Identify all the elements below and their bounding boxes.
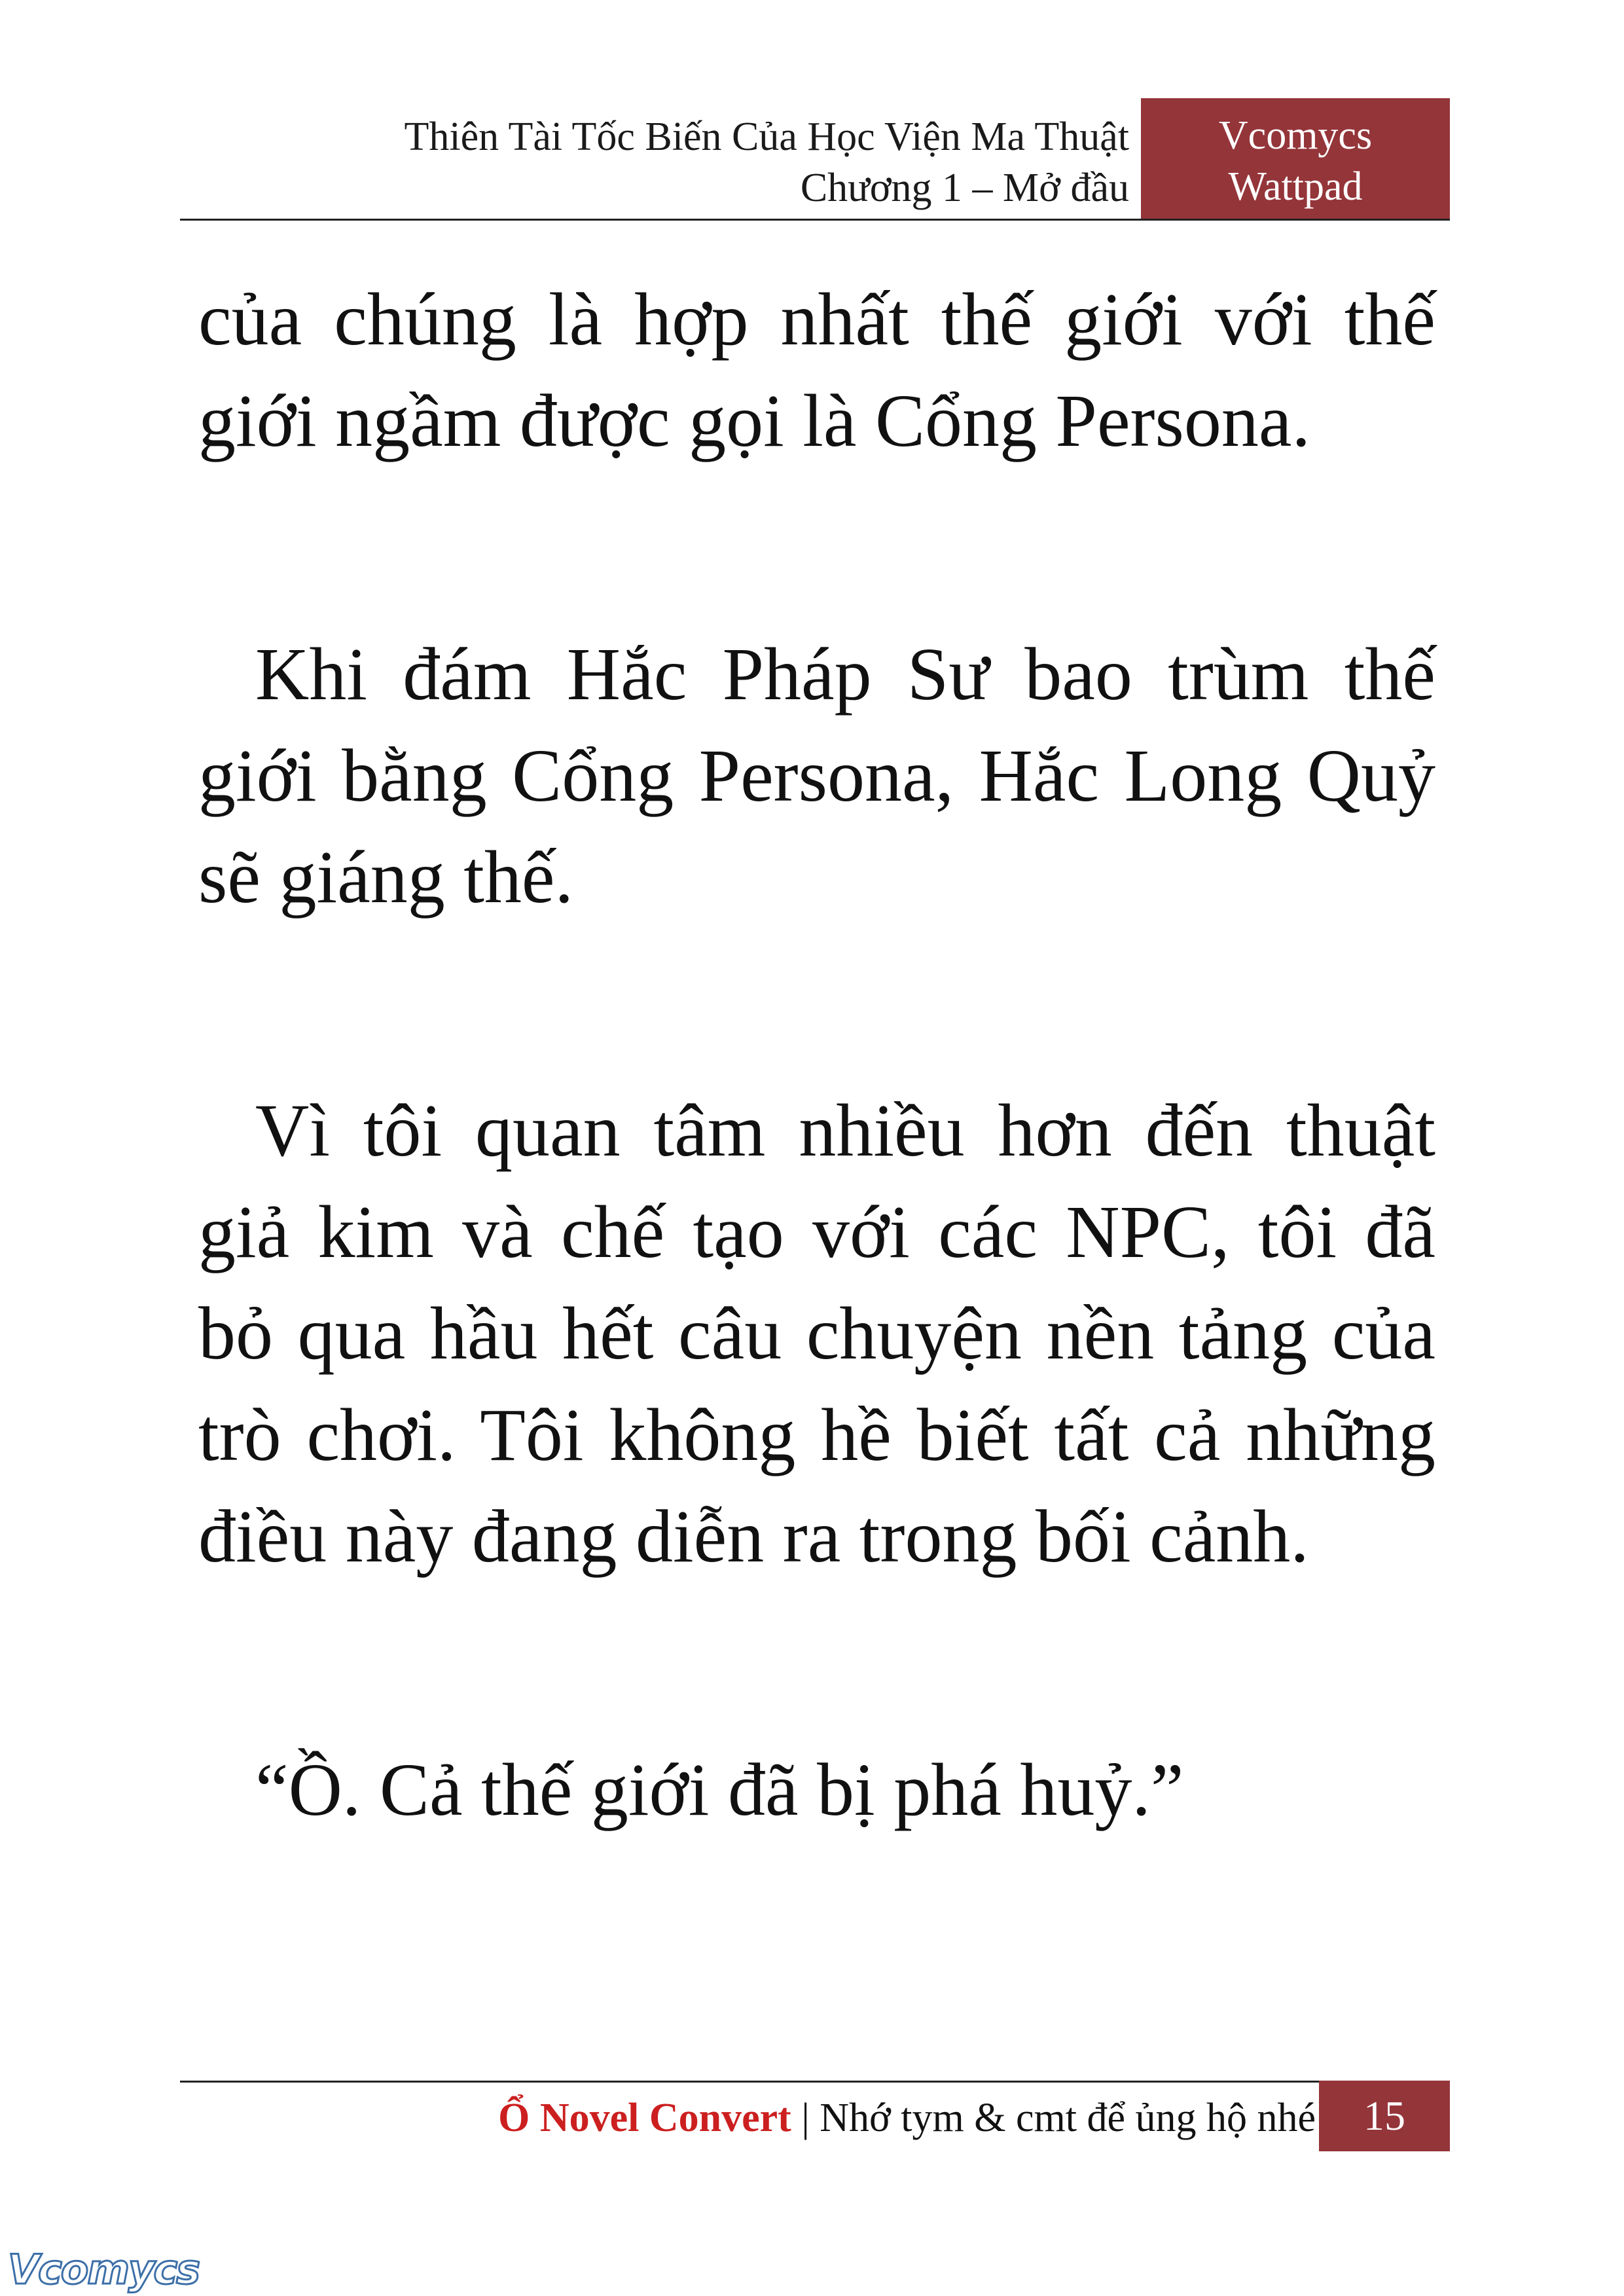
paragraph-continuation: của chúng là hợp nhất thế giới với thế giới ngầm được gọi là Cổng Persona.: [198, 278, 1435, 462]
paragraph: Vì tôi quan tâm nhiều hơn đến thuật giả kim và chế tạo với các NPC, tôi đã bỏ qua hầu hết câu chuyện nền tảng của trò chơi. Tôi không hề biết tất cả những điều này đang diễn ra trong bối cảnh.: [198, 1089, 1435, 1578]
page-header: [180, 98, 1450, 220]
paragraph-gap: [198, 928, 1435, 1080]
source-badge: [1141, 98, 1450, 220]
header-titles: [180, 111, 1129, 213]
footer-divider: [180, 2081, 1332, 2083]
chapter-title: Chương 1 – Mở đầu: [800, 166, 1129, 210]
footer-brand: Ổ Novel Convert: [498, 2096, 791, 2140]
watermark-logo: Vcomycs: [8, 2246, 200, 2293]
paragraph-gap: [198, 471, 1435, 623]
badge-line-vcomycs: Vcomycs: [1218, 113, 1373, 158]
badge-line-wattpad: Wattpad: [1228, 164, 1363, 209]
footer-separator: |: [801, 2096, 810, 2140]
page-content: [198, 268, 1435, 1840]
paragraph-gap: [198, 1587, 1435, 1739]
header-divider: [180, 219, 1450, 221]
paragraph: Khi đám Hắc Pháp Sư bao trùm thế giới bằng Cổng Persona, Hắc Long Quỷ sẽ giáng thế.: [198, 632, 1435, 919]
book-title: Thiên Tài Tốc Biến Của Học Viện Ma Thuật: [404, 115, 1129, 159]
page-number: 15: [1319, 2081, 1450, 2151]
footer-note: Nhớ tym & cmt để ủng hộ nhé: [820, 2096, 1316, 2140]
dialogue-line: “Ồ. Cả thế giới đã bị phá huỷ.”: [255, 1748, 1184, 1831]
page-footer: [180, 2092, 1316, 2144]
